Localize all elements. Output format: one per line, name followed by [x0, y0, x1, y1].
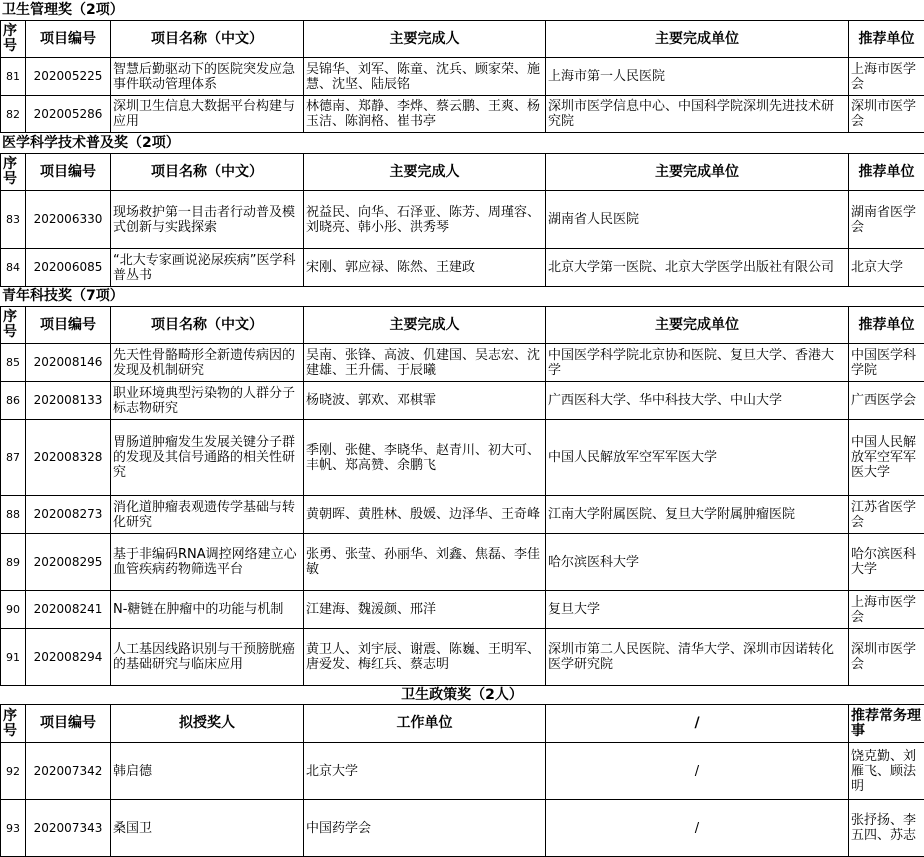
header-no: 序号	[1, 154, 26, 191]
cell-code: 202006085	[26, 249, 111, 287]
header-unit: 主要完成单位	[546, 154, 849, 191]
cell-rec: 饶克勤、刘雁飞、顾法明	[849, 743, 924, 800]
cell-code: 202006330	[26, 191, 111, 249]
cell-name: 深圳卫生信息大数据平台构建与应用	[111, 96, 304, 133]
cell-people: 北京大学	[304, 743, 546, 800]
table-row	[1, 743, 924, 800]
header-unit: 主要完成单位	[546, 307, 849, 344]
cell-rec: 中国医学科学院	[849, 344, 924, 382]
cell-name: 人工基因线路识别与干预膀胱癌的基础研究与临床应用	[111, 629, 304, 686]
cell-unit: 哈尔滨医科大学	[546, 534, 849, 591]
cell-unit: 北京大学第一医院、北京大学医学出版社有限公司	[546, 249, 849, 287]
header-code: 项目编号	[26, 21, 111, 58]
header-people: 工作单位	[304, 705, 546, 743]
cell-rec: 深圳市医学会	[849, 629, 924, 686]
cell-people: 吴南、张锋、高波、仉建国、吴志宏、沈建雄、王升儒、于辰曦	[304, 344, 546, 382]
table-row	[1, 496, 924, 534]
table-row	[1, 191, 924, 249]
cell-rec: 江苏省医学会	[849, 496, 924, 534]
cell-code: 202005225	[26, 58, 111, 96]
header-rec: 推荐单位	[849, 307, 924, 344]
header-code: 项目编号	[26, 705, 111, 743]
table-row	[1, 800, 924, 857]
section-table	[0, 306, 924, 686]
header-code: 项目编号	[26, 307, 111, 344]
cell-rec: 湖南省医学会	[849, 191, 924, 249]
cell-unit: /	[546, 800, 849, 857]
header-unit: 主要完成单位	[546, 21, 849, 58]
cell-name: N-糖链在肿瘤中的功能与机制	[111, 591, 304, 629]
cell-code: 202008146	[26, 344, 111, 382]
cell-rec: 上海市医学会	[849, 591, 924, 629]
cell-people: 宋刚、郭应禄、陈然、王建政	[304, 249, 546, 287]
cell-people: 吴锦华、刘军、陈童、沈兵、顾家荣、施慧、沈坚、陆辰铭	[304, 58, 546, 96]
section-title: 医学科学技术普及奖（2项）	[2, 135, 180, 151]
cell-name: 桑国卫	[111, 800, 304, 857]
cell-rec: 上海市医学会	[849, 58, 924, 96]
cell-unit: 中国人民解放军空军军医大学	[546, 420, 849, 496]
cell-code: 202007343	[26, 800, 111, 857]
header-people: 主要完成人	[304, 307, 546, 344]
cell-unit: 江南大学附属医院、复旦大学附属肿瘤医院	[546, 496, 849, 534]
cell-name: 职业环境典型污染物的人群分子标志物研究	[111, 382, 304, 420]
cell-code: 202008273	[26, 496, 111, 534]
header-no: 序号	[1, 21, 26, 58]
cell-people: 季刚、张健、李晓华、赵青川、初大可、丰帆、郑高赞、余鹏飞	[304, 420, 546, 496]
cell-code: 202008241	[26, 591, 111, 629]
section-table	[0, 153, 924, 287]
section-title: 卫生管理奖（2项）	[2, 2, 124, 18]
header-no: 序号	[1, 307, 26, 344]
cell-code: 202008294	[26, 629, 111, 686]
cell-people: 黄朝晖、黄胜林、殷媛、边泽华、王奇峰	[304, 496, 546, 534]
header-rec: 推荐单位	[849, 154, 924, 191]
table-row	[1, 420, 924, 496]
cell-no: 89	[1, 534, 26, 591]
cell-code: 202008295	[26, 534, 111, 591]
header-rec: 推荐常务理事	[849, 705, 924, 743]
cell-rec: 广西医学会	[849, 382, 924, 420]
cell-rec: 张抒扬、李五四、苏志	[849, 800, 924, 857]
cell-no: 92	[1, 743, 26, 800]
cell-no: 87	[1, 420, 26, 496]
cell-people: 林德南、郑静、李烨、蔡云鹏、王爽、杨玉洁、陈润格、崔书亭	[304, 96, 546, 133]
cell-rec: 深圳市医学会	[849, 96, 924, 133]
header-name: 项目名称（中文）	[111, 154, 304, 191]
cell-unit: 中国医学科学院北京协和医院、复旦大学、香港大学	[546, 344, 849, 382]
cell-people: 张勇、张莹、孙丽华、刘鑫、焦磊、李佳敏	[304, 534, 546, 591]
cell-name: “北大专家画说泌尿疾病”医学科普丛书	[111, 249, 304, 287]
section-title: 青年科技奖（7项）	[2, 288, 124, 304]
cell-no: 85	[1, 344, 26, 382]
cell-code: 202008328	[26, 420, 111, 496]
header-people: 主要完成人	[304, 21, 546, 58]
table-row	[1, 344, 924, 382]
cell-code: 202007342	[26, 743, 111, 800]
cell-no: 83	[1, 191, 26, 249]
cell-no: 81	[1, 58, 26, 96]
cell-people: 祝益民、向华、石泽亚、陈芳、周瑾容、刘晓亮、韩小彤、洪秀琴	[304, 191, 546, 249]
cell-name: 基于非编码RNA调控网络建立心血管疾病药物筛选平台	[111, 534, 304, 591]
cell-name: 胃肠道肿瘤发生发展关键分子群的发现及其信号通路的相关性研究	[111, 420, 304, 496]
cell-no: 82	[1, 96, 26, 133]
header-name: 拟授奖人	[111, 705, 304, 743]
header-name: 项目名称（中文）	[111, 21, 304, 58]
cell-unit: /	[546, 743, 849, 800]
table-row	[1, 58, 924, 96]
cell-people: 江建海、魏湲颜、邢洋	[304, 591, 546, 629]
cell-unit: 复旦大学	[546, 591, 849, 629]
section-table	[0, 704, 924, 857]
table-row	[1, 96, 924, 133]
cell-name: 消化道肿瘤表观遗传学基础与转化研究	[111, 496, 304, 534]
table-row	[1, 249, 924, 287]
cell-rec: 中国人民解放军空军军医大学	[849, 420, 924, 496]
cell-no: 88	[1, 496, 26, 534]
table-row	[1, 629, 924, 686]
header-code: 项目编号	[26, 154, 111, 191]
section-table	[0, 20, 924, 133]
section-title: 卫生政策奖（2人）	[401, 687, 523, 703]
cell-name: 智慧后勤驱动下的医院突发应急事件联动管理体系	[111, 58, 304, 96]
header-people: 主要完成人	[304, 154, 546, 191]
header-no: 序号	[1, 705, 26, 743]
cell-rec: 哈尔滨医科大学	[849, 534, 924, 591]
cell-unit: 湖南省人民医院	[546, 191, 849, 249]
cell-rec: 北京大学	[849, 249, 924, 287]
cell-unit: 深圳市医学信息中心、中国科学院深圳先进技术研究院	[546, 96, 849, 133]
cell-unit: 广西医科大学、华中科技大学、中山大学	[546, 382, 849, 420]
cell-no: 91	[1, 629, 26, 686]
cell-name: 韩启德	[111, 743, 304, 800]
cell-code: 202005286	[26, 96, 111, 133]
cell-no: 84	[1, 249, 26, 287]
cell-unit: 深圳市第二人民医院、清华大学、深圳市因诺转化医学研究院	[546, 629, 849, 686]
table-row	[1, 534, 924, 591]
cell-name: 先天性骨骼畸形全新遗传病因的发现及机制研究	[111, 344, 304, 382]
cell-name: 现场救护第一目击者行动普及模式创新与实践探索	[111, 191, 304, 249]
cell-people: 中国药学会	[304, 800, 546, 857]
cell-no: 86	[1, 382, 26, 420]
header-unit: /	[546, 705, 849, 743]
table-row	[1, 591, 924, 629]
cell-no: 93	[1, 800, 26, 857]
cell-people: 杨晓波、郭欢、邓棋霏	[304, 382, 546, 420]
cell-unit: 上海市第一人民医院	[546, 58, 849, 96]
cell-people: 黄卫人、刘宇辰、谢震、陈巍、王明军、唐爱发、梅红兵、蔡志明	[304, 629, 546, 686]
header-name: 项目名称（中文）	[111, 307, 304, 344]
cell-code: 202008133	[26, 382, 111, 420]
cell-no: 90	[1, 591, 26, 629]
table-row	[1, 382, 924, 420]
header-rec: 推荐单位	[849, 21, 924, 58]
